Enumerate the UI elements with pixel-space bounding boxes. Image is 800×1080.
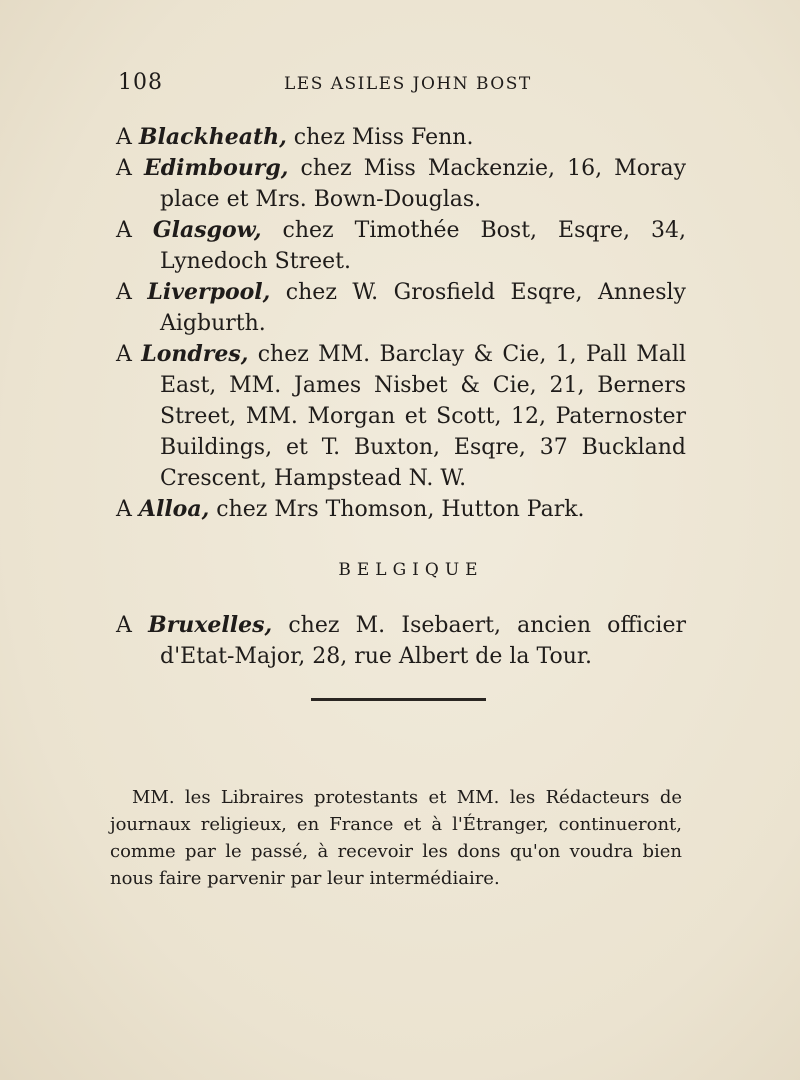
entry-text: chez Timothée Bost, Esqre, 34, Lynedoch Street. [160, 218, 686, 274]
footer-note: MM. les Libraires protestants et MM. les Rédacteurs de journaux religieux, en France et à l'Étranger, continueront, comme par le passé, à recevoir les dons qu'on voudra bien nous faire parvenir par leur intermédiaire. [110, 787, 682, 889]
running-title: LES ASILES JOHN BOST [284, 74, 532, 94]
address-list [116, 122, 686, 672]
city-name: Liverpool, [147, 279, 271, 305]
address-entry-liverpool [116, 277, 686, 339]
running-head [118, 70, 678, 104]
city-name: Edimbourg, [143, 155, 289, 181]
entry-prefix: A [116, 218, 132, 243]
entry-text: chez Miss Mackenzie, 16, Moray place et Mrs. Bown-Douglas. [160, 156, 686, 212]
city-name: Londres, [141, 341, 249, 367]
city-name: Alloa, [138, 496, 210, 522]
entry-text: chez MM. Barclay & Cie, 1, Pall Mall East, MM. James Nisbet & Cie, 21, Berners Street, MM. Morgan et Scott, 12, Paternoster Buildings, et T. Buxton, Esqre, 37 Buckland Crescent, Hampstead N. W. [160, 342, 686, 491]
entry-prefix: A [116, 280, 132, 305]
entry-text: chez W. Grosfield Esqre, Annesly Aigburth. [160, 280, 686, 336]
address-entry-alloa [116, 494, 686, 525]
address-entry-glasgow [116, 215, 686, 277]
entry-prefix: A [116, 125, 132, 150]
entry-text: chez M. Isebaert, ancien officier d'Etat-Major, 28, rue Albert de la Tour. [160, 613, 686, 669]
entry-text: chez Miss Fenn. [286, 125, 474, 150]
address-entry-bruxelles [116, 610, 686, 672]
entry-prefix: A [116, 613, 132, 638]
section-heading-belgique: BELGIQUE [338, 560, 484, 580]
city-name: Glasgow, [152, 217, 262, 243]
address-entry-blackheath [116, 122, 686, 153]
page-number: 108 [118, 70, 163, 95]
entry-text: chez Mrs Thomson, Hutton Park. [209, 497, 585, 522]
city-name: Bruxelles, [148, 612, 273, 638]
entry-prefix: A [116, 497, 132, 522]
entry-prefix: A [116, 156, 132, 181]
city-name: Blackheath, [138, 124, 287, 150]
address-entry-edimbourg [116, 153, 686, 215]
address-entry-londres [116, 339, 686, 494]
entry-prefix: A [116, 342, 132, 367]
horizontal-rule [311, 698, 486, 701]
